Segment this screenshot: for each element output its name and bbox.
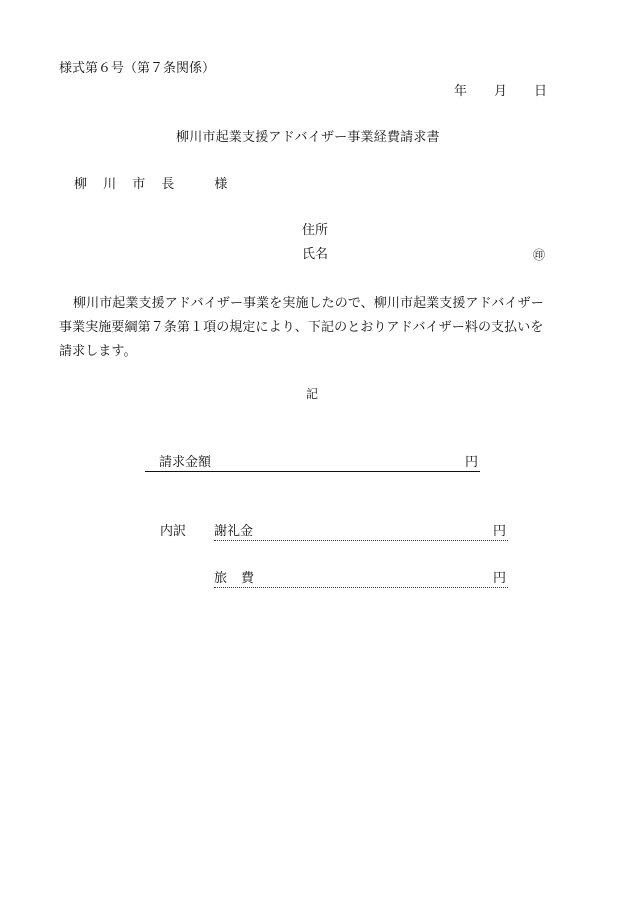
- fee-label: 謝礼金: [214, 524, 254, 539]
- request-amount-label: 請求金額: [159, 455, 212, 470]
- name-label: 氏名: [302, 247, 329, 262]
- travel-unit: 円: [492, 571, 506, 586]
- request-amount-unit: 円: [464, 455, 478, 470]
- request-body-text: [59, 292, 574, 364]
- body-line-2: 事業実施要綱第７条第１項の規定により、下記のとおりアドバイザー料の支払いを: [59, 320, 544, 335]
- addressee: [74, 177, 227, 193]
- seal-mark: ㊞: [533, 248, 546, 262]
- addressee-name: 柳 川 市 長: [74, 177, 181, 192]
- addressee-honorific: 様: [214, 177, 228, 192]
- body-line-1: 柳川市起業支援アドバイザー事業を実施したので、柳川市起業支援アドバイザー: [73, 296, 544, 311]
- breakdown-row-fee: [214, 524, 508, 541]
- date-day-label: 日: [534, 84, 548, 99]
- fee-unit: 円: [492, 524, 506, 539]
- breakdown-label: 内訳: [160, 524, 187, 539]
- body-line-3: 請求します。: [59, 344, 137, 359]
- date-month-label: 月: [494, 84, 508, 99]
- request-amount-row: [145, 455, 480, 472]
- date-line: [454, 84, 547, 100]
- form-number: 様式第６号（第７条関係）: [59, 61, 216, 76]
- ki-heading: 記: [306, 387, 319, 401]
- address-label: 住所: [302, 223, 329, 238]
- date-year-label: 年: [454, 84, 468, 99]
- document-title: 柳川市起業支援アドバイザー事業経費請求書: [176, 130, 440, 145]
- breakdown-row-travel: [214, 571, 508, 588]
- travel-label: 旅費: [214, 571, 269, 586]
